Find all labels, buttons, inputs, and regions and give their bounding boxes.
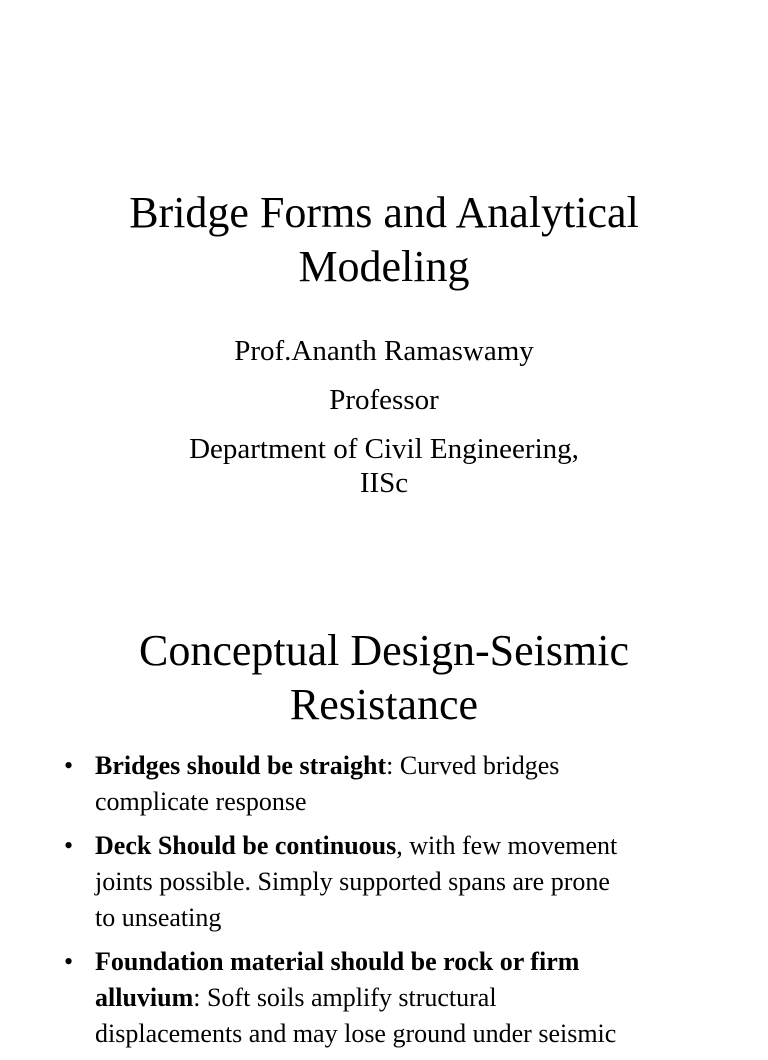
bullet-text: : Soft soils amplify structural <box>193 983 497 1012</box>
presentation-title <box>0 186 768 294</box>
slide-title-line-1: Conceptual Design-Seismic <box>138 626 629 675</box>
bullet-bold-text: Bridges should be straight <box>95 751 387 780</box>
bullet-text: , with few movement <box>396 831 618 860</box>
author-department: Department of Civil Engineering, <box>189 433 579 465</box>
bullet-line <box>95 980 714 1016</box>
bullet-list <box>64 748 714 1060</box>
author-role: Professor <box>329 384 439 416</box>
bullet-line: joints possible. Simply supported spans are prone <box>95 867 610 896</box>
title-line-2: Modeling <box>298 242 470 291</box>
bullet-line <box>95 828 714 864</box>
list-item <box>64 828 714 936</box>
bullet-line: complicate response <box>95 787 307 816</box>
list-item <box>64 748 714 820</box>
bullet-line: displacements and may lose ground under seismic <box>95 1019 617 1048</box>
author-institute: IISc <box>359 467 409 499</box>
bullet-icon: • <box>64 831 74 860</box>
bullet-text: : Curved bridges <box>386 751 560 780</box>
slide-title <box>0 624 768 732</box>
bullet-bold-text: Deck Should be continuous <box>95 831 397 860</box>
slide-title-line-2: Resistance <box>289 680 479 729</box>
bullet-bold-text: Foundation material should be rock or firm <box>95 947 580 976</box>
title-line-1: Bridge Forms and Analytical <box>129 188 639 237</box>
bullet-line: to unseating <box>95 903 222 932</box>
author-block <box>0 334 768 500</box>
list-item <box>64 944 714 1052</box>
bullet-line <box>95 748 714 784</box>
author-name: Prof.Ananth Ramaswamy <box>234 335 534 367</box>
bullet-icon: • <box>64 947 74 976</box>
content-slide <box>0 560 768 1048</box>
bullet-line <box>95 944 714 980</box>
bullet-bold-text: alluvium <box>95 983 194 1012</box>
bullet-icon: • <box>64 751 74 780</box>
